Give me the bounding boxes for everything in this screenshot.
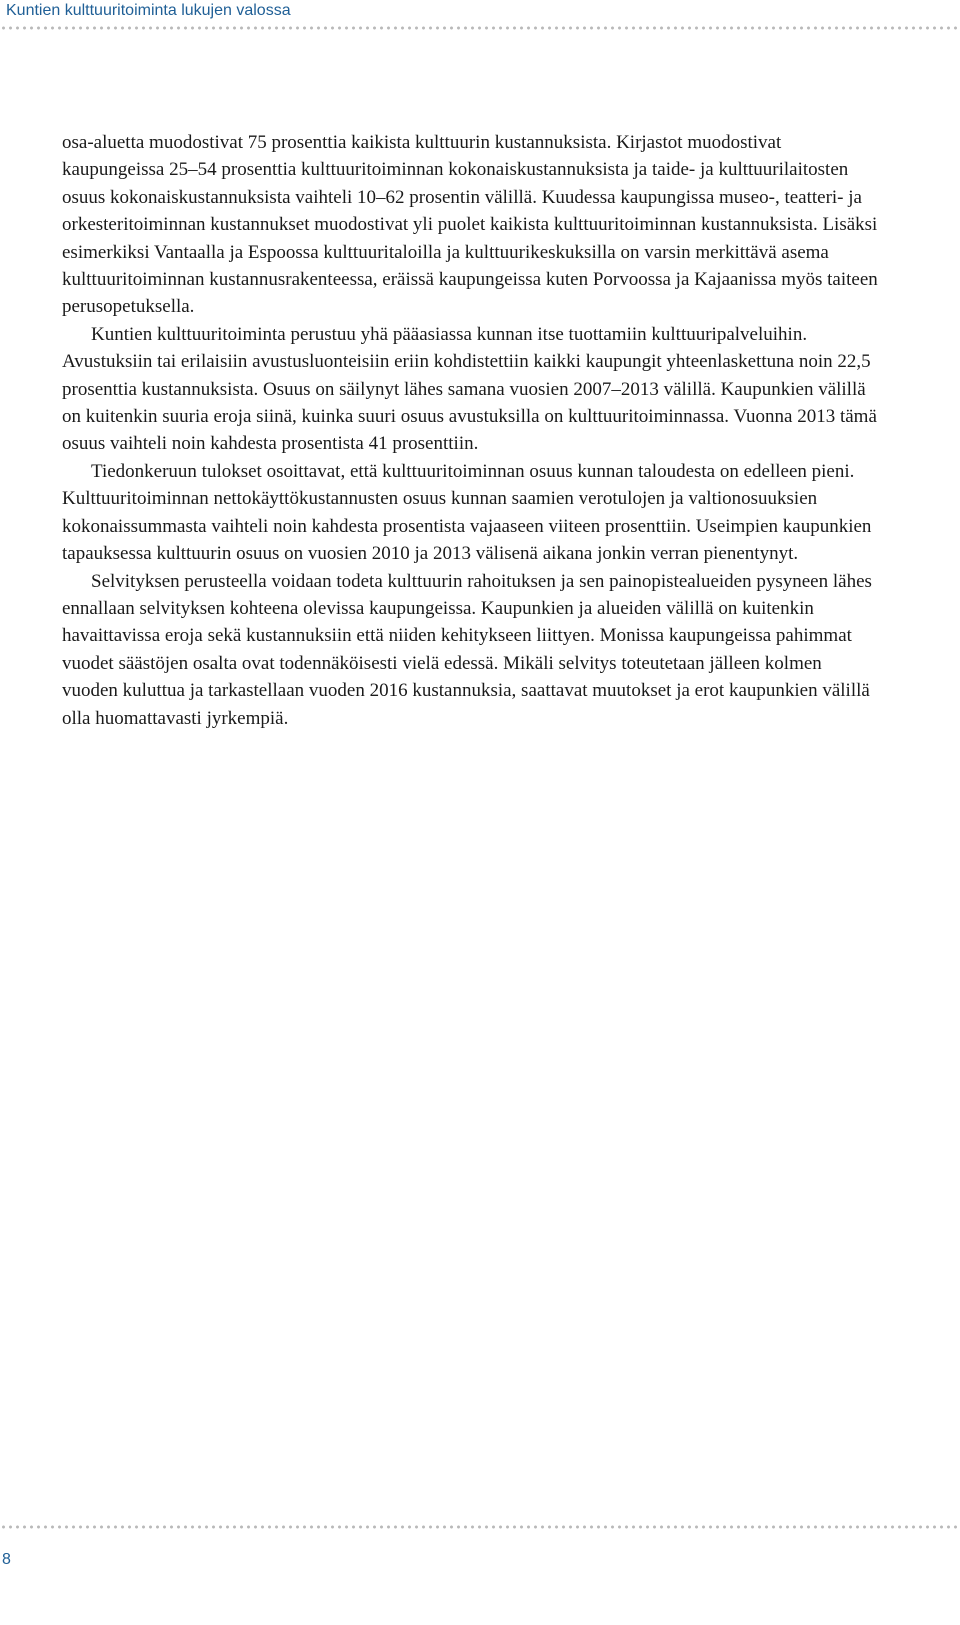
footer-dotted-rule (0, 1525, 960, 1529)
body-text (62, 129, 882, 732)
paragraph-2: Kuntien kulttuuritoiminta perustuu yhä pääasiassa kunnan itse tuottamiin kulttuuripalveluihin. Avustuksiin tai erilaisiin avustusluonteisiin eriin kohdistettiin kaikki kaupungit yhteenlaskettuna noin 22,5 prosenttia kustannuksista. Osuus on säilynyt lähes samana vuosien 2007–2013 välillä. Kaupunkien välillä on kuitenkin suuria eroja siinä, kuinka suuri osuus avustuksilla on kulttuuritoiminnassa. Vuonna 2013 tämä osuus vaihteli noin kahdesta prosentista 41 prosenttiin. (62, 323, 877, 455)
paragraph-3: Tiedonkeruun tulokset osoittavat, että kulttuuritoiminnan osuus kunnan taloudesta on edelleen pieni. Kulttuuritoiminnan nettokäyttökustannusten osuus kunnan saamien verotulojen ja valtionosuuksien kokonaissummasta vaihteli noin kahdesta prosentista vajaaseen viiteen prosenttiin. Useimpien kaupunkien tapauksessa kulttuurin osuus on vuosien 2010 ja 2013 välisenä aikana jonkin verran pienentynyt. (62, 460, 872, 565)
paragraph-1: osa-aluetta muodostivat 75 prosenttia kaikista kulttuurin kustannuksista. Kirjastot muodostivat kaupungeissa 25–54 prosenttia kulttuuritoiminnan kokonaiskustannuksista ja taide- ja kulttuurilaitosten osuus kokonaiskustannuksista vaihteli 10–62 prosentin välillä. Kuudessa kaupungissa museo-, teatteri- ja orkesteritoiminnan kustannukset muodostivat yli puolet kaikista kulttuuritoiminnan kustannuksista. Lisäksi esimerkiksi Vantaalla ja Espoossa kulttuuritaloilla ja kulttuurikeskuksilla on varsin merkittävä asema kulttuuritoiminnan kustannusrakenteessa, eräissä kaupungeissa kuten Porvoossa ja Kajaanissa myös taiteen perusopetuksella. (62, 132, 878, 318)
header-dotted-rule (0, 26, 960, 30)
running-header-title: Kuntien kulttuuritoiminta lukujen valossa (6, 2, 291, 19)
page-number: 8 (2, 1551, 11, 1568)
paragraph-4: Selvityksen perusteella voidaan todeta kulttuurin rahoituksen ja sen painopistealueiden pysyneen lähes ennallaan selvityksen kohteena olevissa kaupungeissa. Kaupunkien ja alueiden välillä on kuitenkin havaittavissa eroja sekä kustannuksiin että niiden kehitykseen liittyen. Monissa kaupungeissa pahimmat vuodet säästöjen osalta ovat todennäköisesti vielä edessä. Mikäli selvitys toteutetaan jälleen kolmen vuoden kuluttua ja tarkastellaan vuoden 2016 kustannuksia, saattavat muutokset ja erot kaupunkien välillä olla huomattavasti jyrkempiä. (62, 570, 872, 729)
